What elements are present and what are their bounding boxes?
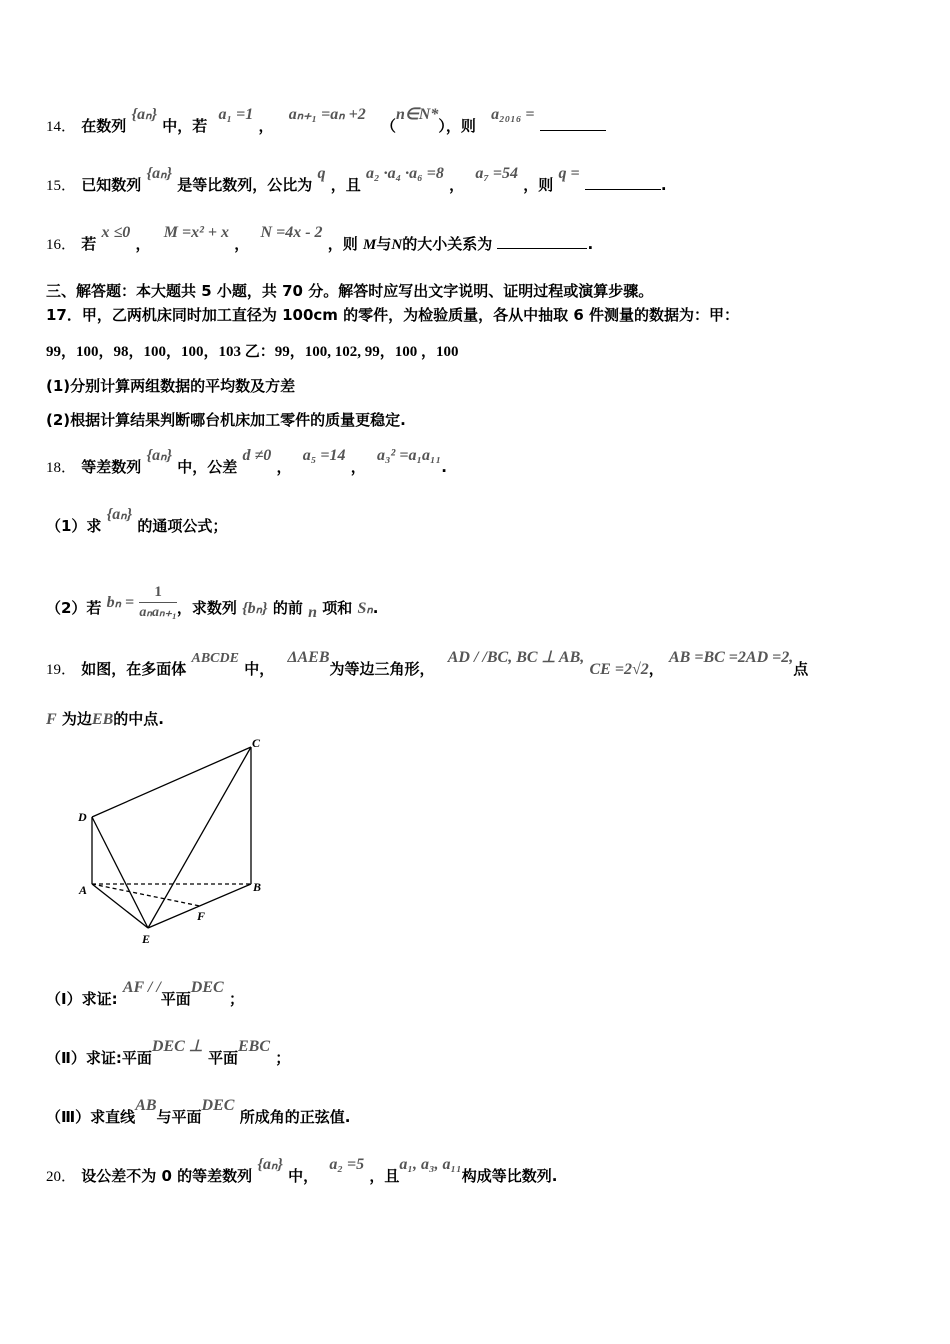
text: 与: [376, 235, 392, 253]
label-F: F: [197, 909, 206, 923]
text: ），则: [438, 117, 476, 135]
answer-blank: [497, 234, 587, 249]
math-Sn: Sₙ: [357, 600, 373, 617]
math-condition: n∈N*: [395, 106, 439, 123]
math-d: d ≠0: [242, 447, 272, 464]
label-A: A: [79, 883, 88, 897]
math-M: M =x² + x: [163, 224, 230, 241]
math-product: a₂ ·a₄ ·a₆ =8: [365, 165, 444, 182]
math-n: n: [308, 604, 317, 621]
math-F: F: [46, 711, 57, 728]
math-N: N =4x - 2: [260, 224, 323, 241]
math-q-equals: q =: [558, 165, 580, 182]
text: ；: [228, 990, 244, 1008]
text: 的大小关系为: [402, 235, 493, 253]
text: 设公差不为: [81, 1167, 157, 1185]
text: 平面: [160, 990, 191, 1008]
question-19: [46, 649, 809, 681]
text: 平面: [207, 1049, 238, 1067]
question-17-line1: 17．甲，乙两机床同时加工直径为 100cm 的零件，为检验质量，各从中抽取 6 件测量的数据为：甲：: [46, 306, 740, 324]
text: （Ⅰ）求证:: [46, 990, 118, 1008]
text: （2）若: [46, 599, 102, 617]
math-triangle: ΔAEB: [287, 649, 330, 666]
text: 是等比数列，公比为: [177, 176, 313, 194]
edge-DE: [92, 817, 148, 928]
text: ，且: [369, 1167, 400, 1185]
text-M: M: [363, 237, 377, 253]
math-b-sequence: {bₙ}: [242, 600, 268, 617]
math-a1: a₁ =1: [218, 106, 254, 123]
math-fraction: [139, 582, 176, 623]
text: ，: [648, 660, 664, 678]
question-number: 20．: [46, 1169, 77, 1185]
question-number: 19．: [46, 662, 77, 678]
text: 中，公差: [177, 458, 238, 476]
text: 构成等比数列.: [461, 1167, 558, 1185]
text: ，: [258, 117, 274, 135]
question-14: [46, 106, 606, 137]
answer-blank: [585, 175, 661, 190]
edge-CE: [148, 747, 251, 928]
question-number: 14．: [46, 119, 77, 135]
math-a3: a₃² =a₁a₁₁: [376, 447, 442, 464]
question-18-part1: [46, 506, 228, 537]
label-B: B: [253, 880, 262, 894]
math-EBC: EBC: [237, 1038, 270, 1055]
edge-AF-hidden: [92, 884, 200, 906]
polyhedron-figure: [60, 730, 290, 950]
text: ，: [135, 235, 151, 253]
text-zero: 0: [161, 1167, 172, 1185]
math-AF: AF / /: [122, 979, 161, 996]
math-sequence: {aₙ}: [146, 447, 173, 464]
text: 中，: [244, 660, 275, 678]
question-20: [46, 1156, 558, 1187]
text: 与平面: [156, 1108, 202, 1126]
question-16: [46, 224, 594, 255]
text: .: [441, 458, 447, 476]
label-D: D: [78, 810, 87, 824]
text: 的等差数列: [177, 1167, 253, 1185]
question-17-part1: (1)分别计算两组数据的平均数及方差: [46, 377, 296, 395]
math-bn: bₙ =: [106, 594, 135, 611]
math-sequence: {aₙ}: [146, 165, 173, 182]
math-condition1: AD / /BC, BC ⊥ AB,: [447, 649, 585, 666]
text: ，则: [523, 176, 554, 194]
question-15: [46, 165, 667, 196]
text: ，求数列: [176, 599, 237, 617]
label-E: E: [142, 932, 151, 946]
text: 点: [793, 660, 809, 678]
text: ，且: [330, 176, 361, 194]
edge-DC: [92, 747, 251, 817]
fraction-numerator: 1: [139, 582, 176, 603]
text: 为边: [61, 710, 92, 728]
math-DEC: DEC: [190, 979, 224, 996]
text: 为等边三角形，: [329, 660, 435, 678]
math-terms: a₁, a₃, a₁₁: [399, 1156, 462, 1173]
text: （: [380, 117, 396, 135]
math-a2016: a₂₀₁₆ =: [491, 106, 535, 123]
text: 在数列: [81, 117, 127, 135]
question-18-part2: [46, 584, 379, 629]
question-17-line2: 99，100，98，100，100，103 乙：99，100, 102, 99，100 ，100: [46, 344, 459, 360]
answer-blank: [540, 116, 606, 131]
text: 的通项公式；: [137, 517, 228, 535]
text: 等差数列: [81, 458, 142, 476]
text: 的中点.: [113, 710, 164, 728]
text: .: [587, 235, 594, 253]
text: 所成角的正弦值.: [239, 1108, 351, 1126]
text-N: N: [391, 237, 403, 253]
text: 中，若: [162, 117, 208, 135]
math-sequence: {aₙ}: [106, 506, 133, 523]
math-a7: a₇ =54: [475, 165, 519, 182]
question-19-line2: [46, 709, 164, 730]
edge-AE: [92, 884, 148, 928]
math-ce: CE =2√2: [589, 661, 649, 678]
text: （Ⅲ）求直线: [46, 1108, 136, 1126]
question-number: 18．: [46, 460, 77, 476]
math-a5: a₅ =14: [302, 447, 346, 464]
text: ，: [350, 458, 366, 476]
question-19-part2: [46, 1038, 291, 1069]
math-polyhedron: ABCDE: [191, 651, 239, 666]
text: ，: [276, 458, 292, 476]
question-number: 16．: [46, 237, 77, 253]
math-a2: a₂ =5: [329, 1156, 365, 1173]
math-recurrence: aₙ₊₁ =aₙ +2: [288, 106, 366, 123]
question-number: 15．: [46, 178, 77, 194]
math-x: x ≤0: [101, 224, 131, 241]
text: （1）求: [46, 517, 102, 535]
label-C: C: [252, 736, 261, 750]
text: .: [660, 176, 667, 194]
question-18: [46, 447, 447, 478]
text: 如图，在多面体: [81, 660, 187, 678]
math-EB: EB: [91, 711, 114, 728]
math-sequence: {aₙ}: [131, 106, 158, 123]
math-DEC-perp: DEC ⊥: [151, 1038, 203, 1055]
text: ；: [275, 1049, 291, 1067]
question-19-part1: [46, 979, 244, 1010]
text: 若: [81, 235, 97, 253]
text: ，: [234, 235, 250, 253]
math-AB: AB: [135, 1097, 157, 1114]
text: ，: [449, 176, 465, 194]
text: 中，: [288, 1167, 319, 1185]
math-sequence: {aₙ}: [257, 1156, 283, 1173]
text: ，则: [327, 235, 358, 253]
section-heading: 三、解答题：本大题共 5 小题，共 70 分。解答时应写出文字说明、证明过程或演算步骤。: [46, 282, 654, 300]
text: 项和: [322, 599, 353, 617]
math-DEC: DEC: [201, 1097, 235, 1114]
question-19-part3: [46, 1097, 351, 1128]
text: .: [372, 599, 379, 617]
math-condition2: AB =BC =2AD =2,: [668, 649, 794, 666]
text: 的前: [272, 599, 303, 617]
fraction-denominator: aₙaₙ₊₁: [139, 605, 177, 620]
text: （Ⅱ）求证:平面: [46, 1049, 152, 1067]
math-q: q: [317, 165, 326, 182]
text: 已知数列: [81, 176, 142, 194]
question-17-part2: (2)根据计算结果判断哪台机床加工零件的质量更稳定.: [46, 411, 406, 429]
